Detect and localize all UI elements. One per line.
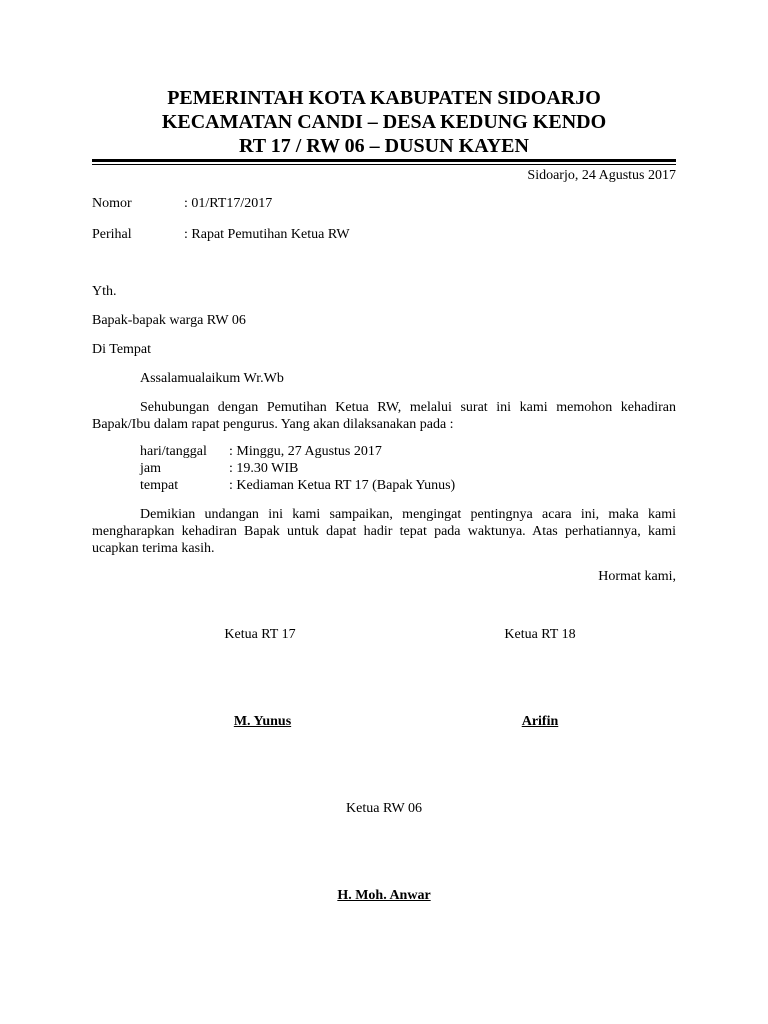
header-rule-thick [92, 159, 676, 162]
signature-left-title: Ketua RT 17 [224, 627, 296, 642]
meta-label-perihal: Perihal [92, 227, 132, 242]
body-intro [92, 399, 676, 433]
signature-center-name: H. Moh. Anwar [337, 888, 431, 903]
signature-right-title: Ketua RT 18 [504, 627, 576, 642]
meta-label-nomor: Nomor [92, 196, 132, 211]
header-line-2: KECAMATAN CANDI – DESA KEDUNG KENDO [161, 111, 607, 133]
signature-right-name: Arifin [521, 714, 559, 729]
recipient-place: Di Tempat [92, 342, 152, 357]
signature-center-title: Ketua RW 06 [346, 801, 422, 816]
schedule-value-date: : Minggu, 27 Agustus 2017 [229, 444, 382, 459]
recipient-to: Bapak-bapak warga RW 06 [92, 313, 246, 328]
schedule-label-place: tempat [140, 478, 179, 493]
header-line-3: RT 17 / RW 06 – DUSUN KAYEN [239, 135, 529, 157]
meta-value-nomor: : 01/RT17/2017 [184, 196, 273, 211]
schedule-label-time: jam [140, 461, 161, 476]
letter-date: Sidoarjo, 24 Agustus 2017 [527, 168, 676, 183]
regards: Hormat kami, [598, 569, 676, 584]
header-rule-thin [92, 164, 676, 165]
header-line-1: PEMERINTAH KOTA KABUPATEN SIDOARJO [167, 87, 601, 109]
schedule-value-time: : 19.30 WIB [229, 461, 299, 476]
signature-left-name: M. Yunus [233, 714, 292, 729]
closing-paragraph [92, 506, 676, 557]
greeting: Assalamualaikum Wr.Wb [140, 371, 284, 386]
body-intro-text: Sehubungan dengan Pemutihan Ketua RW, melalui surat ini kami memohon kehadiran Bapak/Ibu dalam rapat pengurus. Yang akan dilaksanakan pada : [92, 400, 676, 432]
recipient-yth: Yth. [92, 284, 117, 299]
schedule-label-date: hari/tanggal [140, 444, 207, 459]
schedule-value-place: : Kediaman Ketua RT 17 (Bapak Yunus) [229, 478, 456, 493]
meta-value-perihal: : Rapat Pemutihan Ketua RW [184, 227, 350, 242]
closing-paragraph-text: Demikian undangan ini kami sampaikan, mengingat pentingnya acara ini, maka kami mengharapkan kehadiran Bapak untuk dapat hadir tepat pada waktunya. Atas perhatiannya, kami ucapkan terima kasih. [92, 507, 676, 556]
